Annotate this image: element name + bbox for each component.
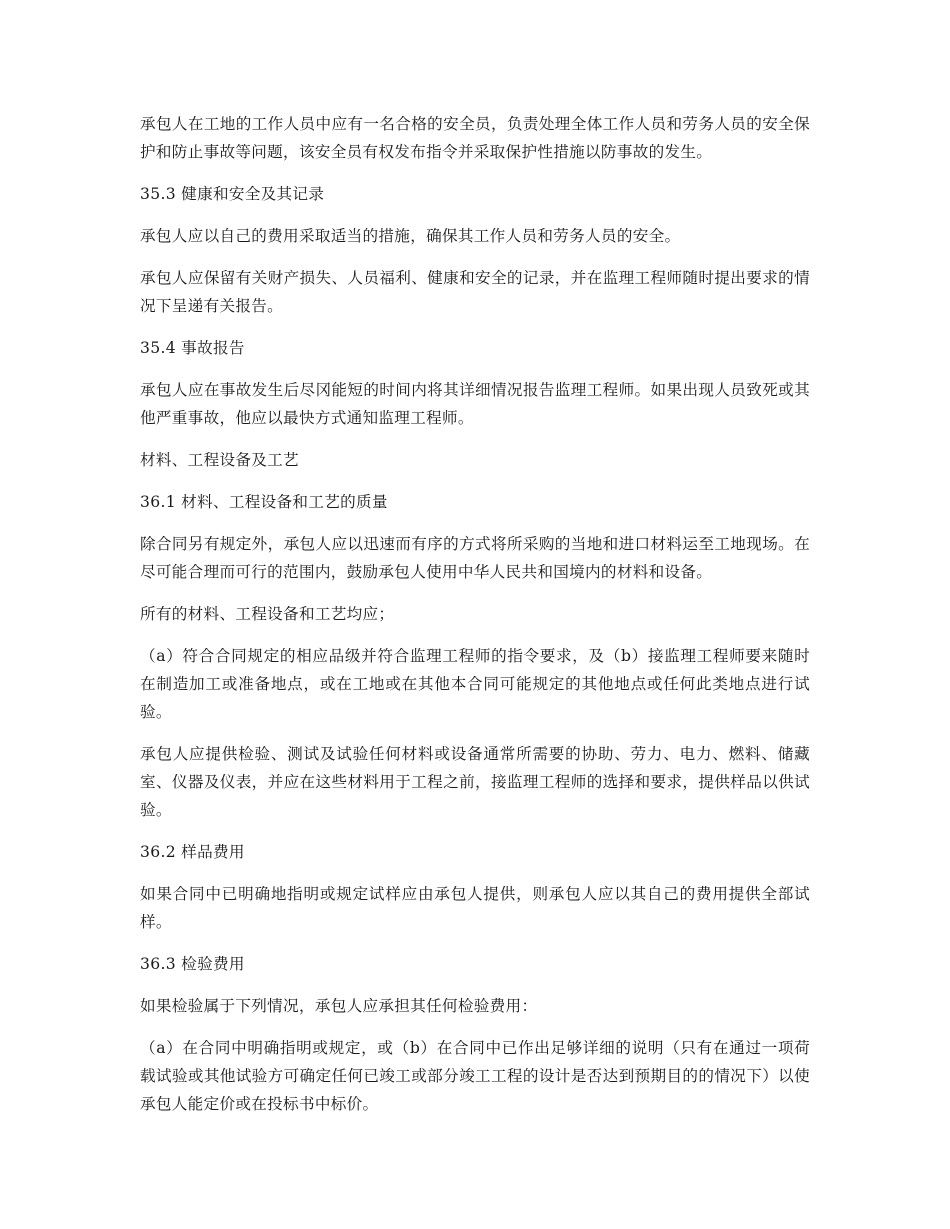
section-heading-36-1: 36.1 材料、工程设备和工艺的质量	[140, 493, 388, 511]
chapter-heading-materials: 材料、工程设备及工艺	[140, 451, 299, 469]
paragraph-material-requirements-ab: （a）符合合同规定的相应品级并符合监理工程师的指令要求，及（b）接监理工程师要来随时在制造加工或准备地点，或在工地或在其他本合同可能规定的其他地点或任何此类地点进行试验。	[140, 647, 810, 721]
paragraph-testing-assistance: 承包人应提供检验、测试及试验任何材料或设备通常所需要的协助、劳力、电力、燃料、储藏室、仪器及仪表，并应在这些材料用于工程之前，接监理工程师的选择和要求，提供样品以供试验。	[140, 745, 810, 819]
section-heading-36-3: 36.3 检验费用	[140, 955, 245, 973]
paragraph-accident-report: 承包人应在事故发生后尽冈能短的时间内将其详细情况报告监理工程师。如果出现人员致死或其他严重事故，他应以最快方式通知监理工程师。	[140, 381, 810, 427]
paragraph-safety-officer: 承包人在工地的工作人员中应有一名合格的安全员，负责处理全体工作人员和劳务人员的安全保护和防止事故等问题，该安全员有权发布指令并采取保护性措施以防事故的发生。	[140, 115, 810, 161]
paragraph-material-requirements-intro: 所有的材料、工程设备和工艺均应；	[140, 605, 395, 623]
paragraph-testing-cost-intro: 如果检验属于下列情况，承包人应承担其任何检验费用：	[140, 997, 538, 1015]
section-heading-35-4: 35.4 事故报告	[140, 339, 245, 357]
section-heading-35-3: 35.3 健康和安全及其记录	[140, 185, 325, 203]
section-heading-36-2: 36.2 样品费用	[140, 843, 245, 861]
paragraph-sample-cost: 如果合同中已明确地指明或规定试样应由承包人提供，则承包人应以其自己的费用提供全部试样。	[140, 885, 810, 931]
paragraph-testing-cost-ab: （a）在合同中明确指明或规定，或（b）在合同中已作出足够详细的说明（只有在通过一项荷载试验或其他试验方可确定任何已竣工或部分竣工工程的设计是否达到预期目的的情况下）以使承包人能定价或在投标书中标价。	[140, 1039, 810, 1113]
paragraph-material-procurement: 除合同另有规定外，承包人应以迅速而有序的方式将所采购的当地和进口材料运至工地现场。在尽可能合理而可行的范围内，鼓励承包人使用中华人民共和国境内的材料和设备。	[140, 535, 810, 581]
paragraph-safety-records: 承包人应保留有关财产损失、人员福利、健康和安全的记录，并在监理工程师随时提出要求的情况下呈递有关报告。	[140, 269, 810, 315]
paragraph-safety-measures: 承包人应以自己的费用采取适当的措施，确保其工作人员和劳务人员的安全。	[140, 227, 681, 245]
